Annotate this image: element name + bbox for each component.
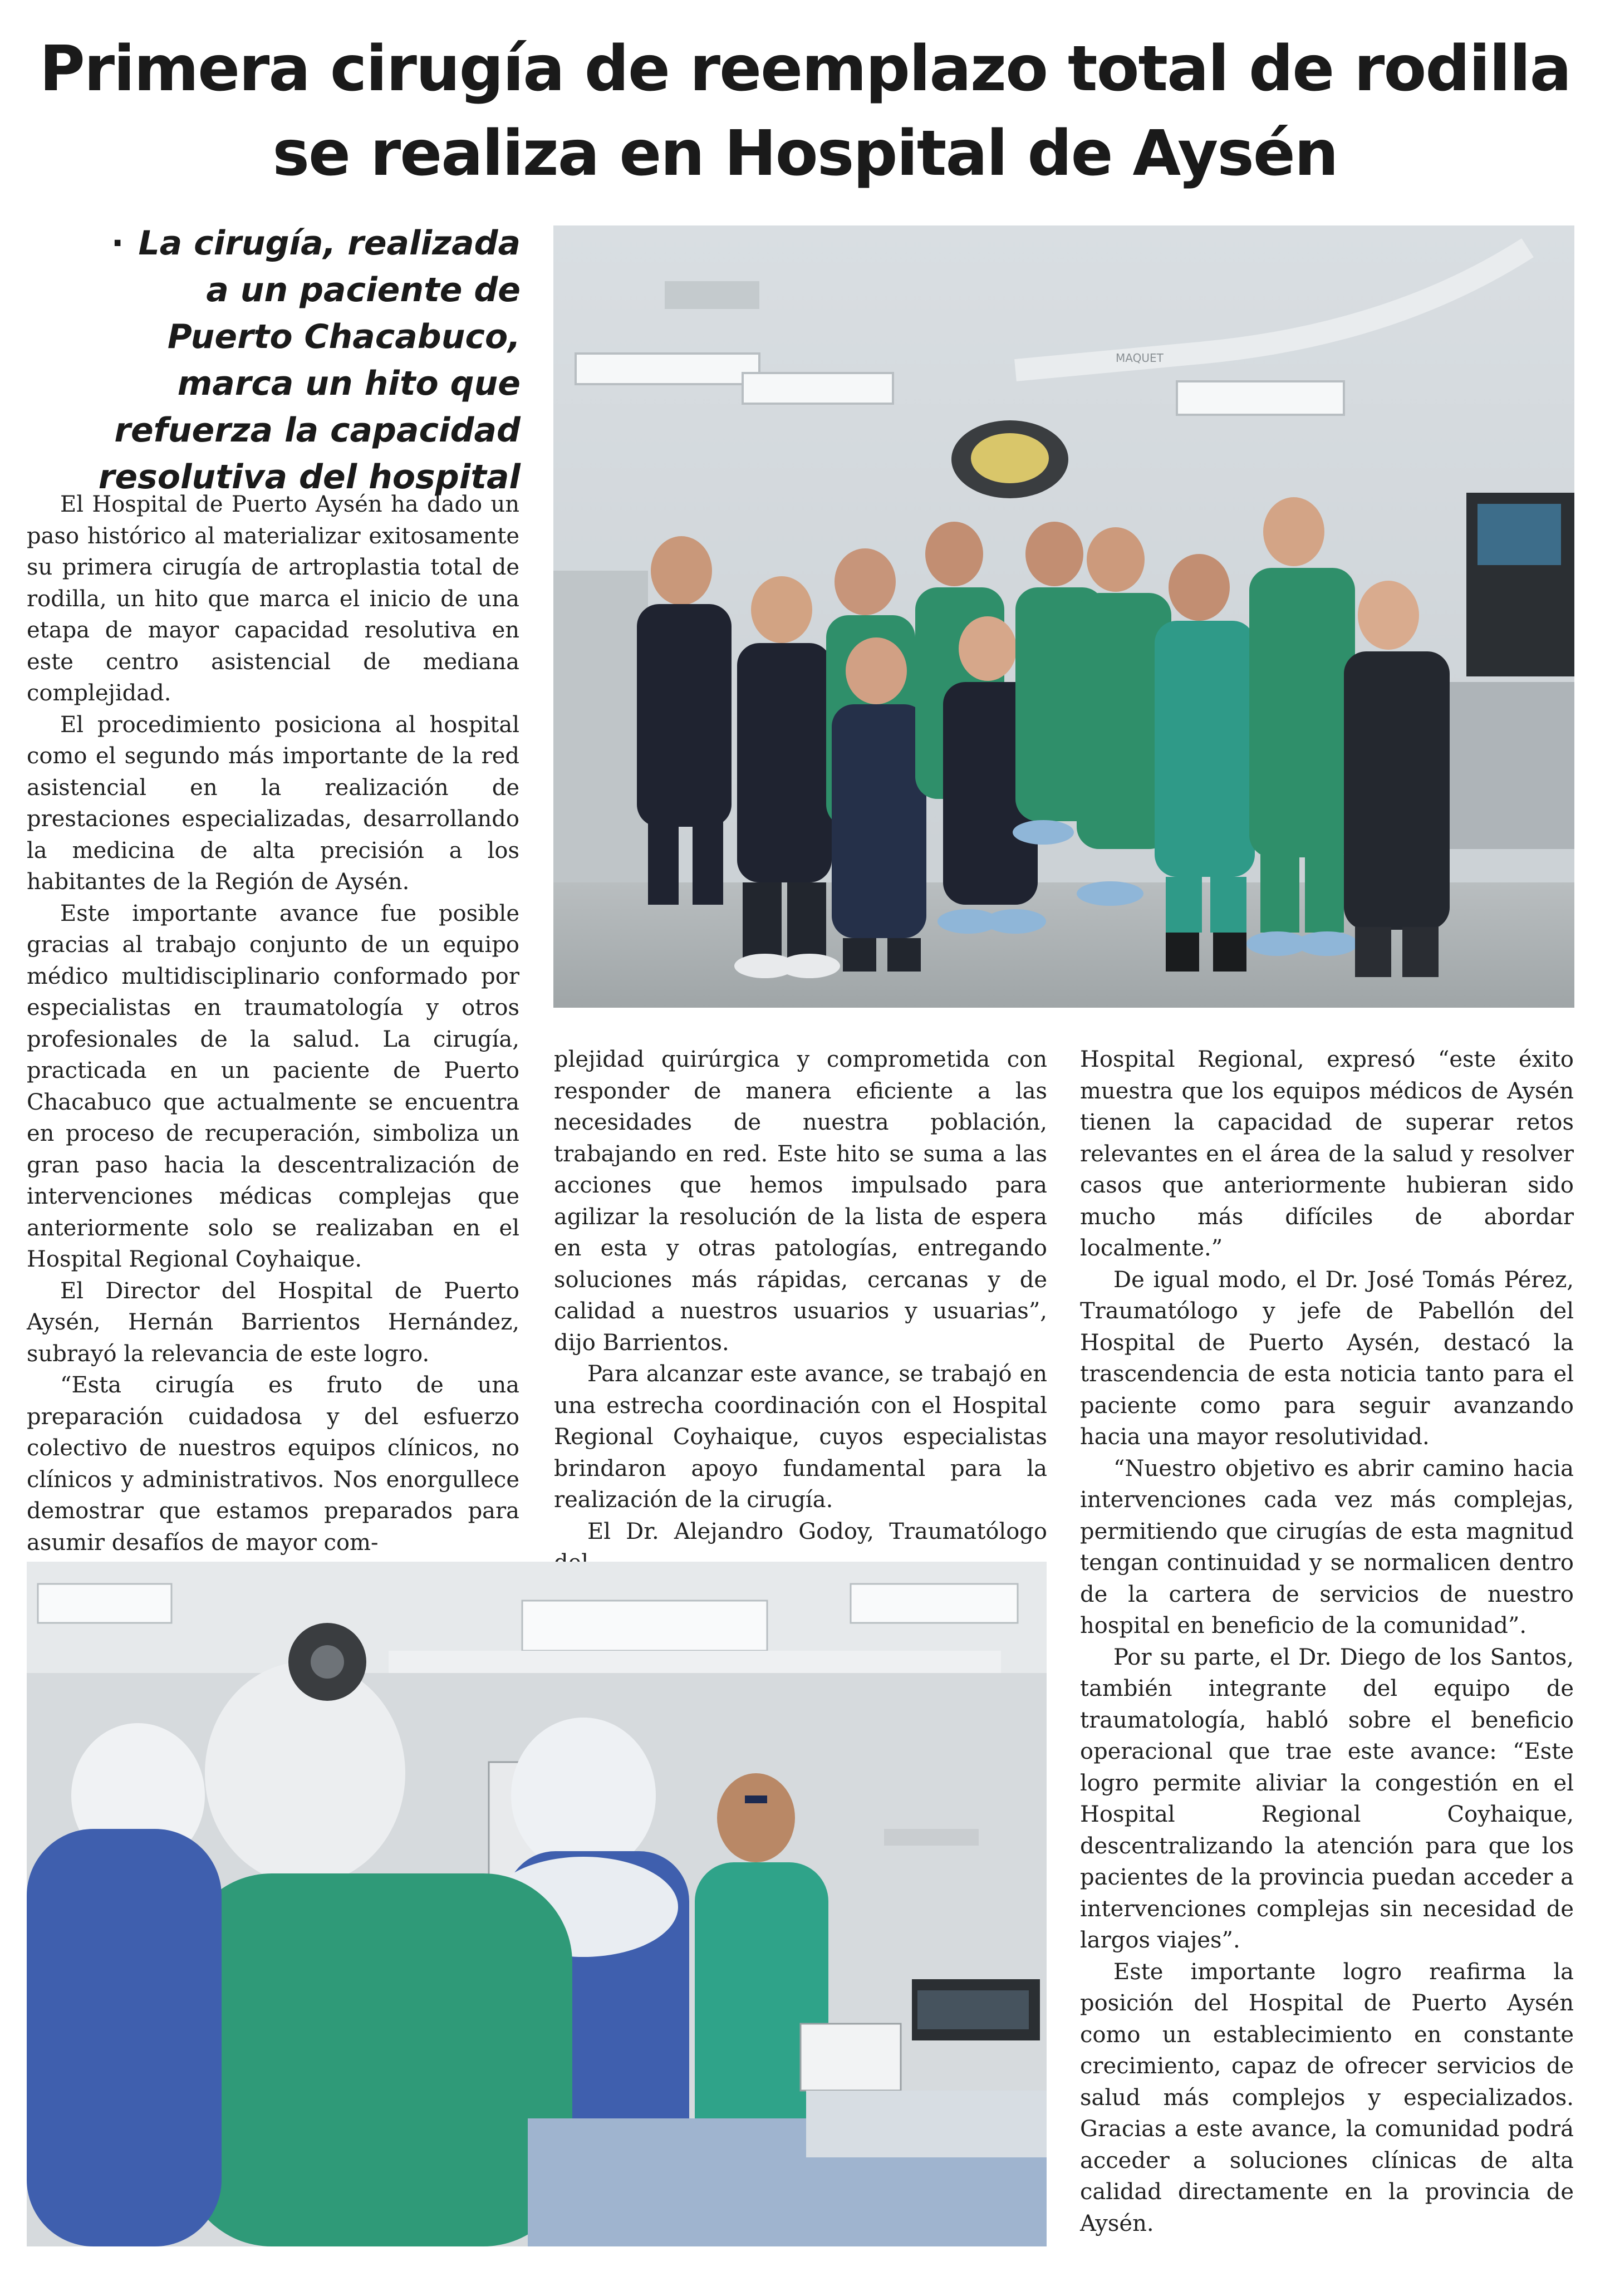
- paragraph: El Director del Hospital de Puerto Aysén, Hernán Barrientos Hernández, subrayó la relevancia de este logro.: [27, 1278, 519, 1367]
- team-photo: [553, 225, 1574, 1008]
- paragraph: “Nuestro objetivo es abrir camino hacia intervenciones cada vez más complejas, permitiendo que cirugías de esta magnitud tengan continuidad y se normalicen dentro de la cartera de servicios de nuestro hospital en beneficio de la comunidad”.: [1080, 1455, 1574, 1638]
- headline: [0, 27, 1610, 196]
- paragraph: De igual modo, el Dr. José Tomás Pérez, Traumatólogo y jefe de Pabellón del Hospital de Puerto Aysén, destacó la trascendencia de esta noticia tanto para el paciente como para seguir avanzando hacia una mayor resolutividad.: [1080, 1267, 1574, 1450]
- lamp-label: MAQUET: [1116, 351, 1164, 365]
- team-photo-illustration: [553, 225, 1574, 1008]
- paragraph: “Esta cirugía es fruto de una preparación cuidadosa y del esfuerzo colectivo de nuestros equipos clínicos, no clínicos y administrativos. Nos enorgullece demostrar que estamos preparados para asumir desafíos de mayor com-: [27, 1372, 519, 1556]
- headline-line-1: Primera cirugía de reemplazo total de rodilla: [39, 33, 1571, 105]
- headline-line-2: se realiza en Hospital de Aysén: [272, 117, 1338, 190]
- paragraph: Por su parte, el Dr. Diego de los Santos, también integrante del equipo de traumatología, habló sobre el beneficio operacional que trae este avance: “Este logro permite aliviar la congestión en el Hospital Regional Coyhaique, descentralizando la atención para que los pacientes de la provincia puedan acceder a intervenciones complejas sin necesidad de largos viajes”.: [1080, 1644, 1574, 1953]
- subheadline-text: La cirugía, realizada a un paciente de Puerto Chacabuco, marca un hito que refuerza la capacidad resolutiva del hospital: [98, 224, 521, 497]
- paragraph: Para alcanzar este avance, se trabajó en una estrecha coordinación con el Hospital Regional Coyhaique, cuyos especialistas brindaron apoyo fundamental para la realización de la cirugía.: [554, 1361, 1047, 1513]
- paragraph: Este importante logro reafirma la posición del Hospital de Puerto Aysén como un establecimiento en constante crecimiento, capaz de ofrecer servicios de salud más complejos y especializados. Gracias a este avance, la comunidad podrá acceder a soluciones clínicas de alta calidad directamente en la provincia de Aysén.: [1080, 1959, 1574, 2236]
- body-column-2: [554, 1044, 1047, 1544]
- paragraph: plejidad quirúrgica y comprometida con responder de manera eficiente a las necesidades de nuestra población, trabajando en red. Este hito se suma a las acciones que hemos impulsado para agilizar la resolución de la lista de espera en esta y otras patologías, entregando soluciones más rápidas, cercanas y de calidad a nuestros usuarios y usuarias”, dijo Barrientos.: [554, 1047, 1047, 1356]
- paragraph: Hospital Regional, expresó “este éxito muestra que los equipos médicos de Aysén tienen la capacidad de superar retos relevantes en el área de la salud y resolver casos que anteriormente hubieran sido mucho más difíciles de abordar localmente.”: [1080, 1047, 1574, 1261]
- paragraph: El procedimiento posiciona al hospital como el segundo más importante de la red asistencial en la realización de prestaciones especializadas, desarrollando la medicina de alta precisión a los habitantes de la Región de Aysén.: [27, 712, 519, 895]
- bullet-icon: ·: [111, 224, 124, 263]
- paragraph: Este importante avance fue posible gracias al trabajo conjunto de un equipo médico multidisciplinario conformado por especialistas en traumatología y otros profesionales de la salud. La cirugía, practicada en un paciente de Puerto Chacabuco que actualmente se encuentra en proceso de recuperación, simboliza un gran paso hacia la descentralización de intervenciones médicas complejas que anteriormente solo se realizaban en el Hospital Regional Coyhaique.: [27, 900, 519, 1272]
- surgery-photo: [27, 1562, 1047, 2246]
- body-column-1: [27, 489, 519, 1556]
- paragraph: El Hospital de Puerto Aysén ha dado un paso histórico al materializar exitosamente su primera cirugía de artroplastia total de rodilla, un hito que marca el inicio de una etapa de mayor capacidad resolutiva en este centro asistencial de mediana complejidad.: [27, 492, 519, 706]
- subheadline: [84, 220, 521, 501]
- surgery-photo-illustration: [27, 1562, 1047, 2246]
- body-column-3: [1080, 1044, 1574, 2236]
- paragraph: El Dr. Alejandro Godoy, Traumatólogo: [587, 1518, 1047, 1544]
